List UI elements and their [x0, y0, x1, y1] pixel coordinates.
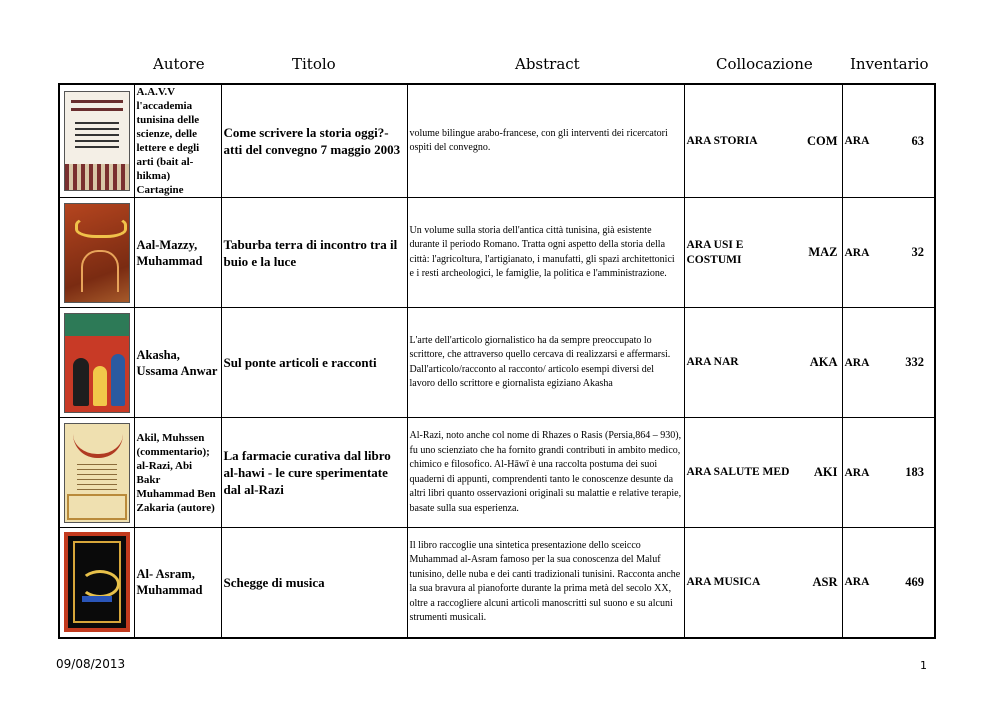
collocazione-cell: [684, 198, 842, 308]
inventario-prefix: ARA: [844, 466, 870, 479]
inventario-cell: [842, 198, 935, 308]
abstract-cell: L'arte dell'articolo giornalistico ha da sempre preoccupato lo scrittore, che attraverso quello cercava di realizzarsi e affermarsi. Dall'articolo/racconto al racconto/ articolo esempi diversi del lavoro dello scrittore e giornalista egiziano Akasha: [407, 308, 684, 418]
table-row: [59, 198, 935, 308]
titolo-cell: Sul ponte articoli e racconti: [221, 308, 407, 418]
autore-cell: Akasha, Ussama Anwar: [134, 308, 221, 418]
book-cover-icon: [64, 203, 130, 303]
inventario-number: 32: [911, 245, 924, 259]
inventario-cell: [842, 528, 935, 638]
collocazione-code: MAZ: [808, 245, 838, 260]
titolo-cell: Come scrivere la storia oggi?- atti del convegno 7 maggio 2003: [221, 84, 407, 198]
inventario-prefix: ARA: [844, 356, 870, 369]
abstract-cell: Al-Razi, noto anche col nome di Rhazes o Rasis (Persia,864 – 930), fu uno scienziato che ha fornito grandi contributi in ambito medico, chimico e filosofico. Al-Hāwī è una raccolta postuma dei suoi quaderni di appunti, comprendenti tanto le conoscenze desunte da altri libri quanto osservazioni originali su malattie e relative terapie, basate sulla sua esperienza.: [407, 418, 684, 528]
header-collocazione: Collocazione: [716, 55, 813, 73]
autore-cell: Akil, Muhssen (commentario); al-Razi, Abi Bakr Muhammad Ben Zakaria (autore): [134, 418, 221, 528]
book-cover-icon: [64, 313, 130, 413]
collocazione-text: ARA STORIA: [686, 134, 758, 147]
abstract-cell: volume bilingue arabo-francese, con gli interventi dei ricercatori ospiti del convegno.: [407, 84, 684, 198]
titolo-cell: La farmacie curativa dal libro al-hawi - le cure sperimentate dal al-Razi: [221, 418, 407, 528]
table-row: [59, 308, 935, 418]
book-cover-icon: [64, 423, 130, 523]
inventario-number: 63: [911, 133, 924, 148]
autore-cell: A.A.V.V l'accademia tunisina delle scienze, delle lettere e degli arti (bait al- hikma) Cartagine: [134, 84, 221, 198]
table-row: [59, 84, 935, 198]
collocazione-code: AKA: [809, 355, 838, 370]
collocazione-code: COM: [806, 133, 838, 148]
header-titolo: Titolo: [292, 55, 336, 73]
cover-cell: [59, 84, 134, 198]
inventario-prefix: ARA: [844, 246, 870, 259]
abstract-cell: Il libro raccoglie una sintetica presentazione dello sceicco Muhammad al-Asram famoso per la sua conoscenza del Maluf tunisino, delle nuba e dei canti tradizionali tunisini. Racconta anche la sua bravura al pianoforte durante la prima metà del secolo XX, oltre a raccogliere alcuni articoli manoscritti sul suono e su alcuni strumenti musicali.: [407, 528, 684, 638]
collocazione-cell: [684, 84, 842, 198]
catalog-table: [58, 83, 936, 639]
collocazione-cell: [684, 418, 842, 528]
cover-cell: [59, 308, 134, 418]
collocazione-text: ARA NAR: [686, 356, 739, 369]
collocazione-cell: [684, 308, 842, 418]
inventario-prefix: ARA: [844, 135, 870, 147]
inventario-number: 469: [905, 574, 924, 589]
collocazione-code: AKI: [813, 465, 838, 480]
book-cover-icon: [64, 532, 130, 632]
titolo-cell: Taburba terra di incontro tra il buio e la luce: [221, 198, 407, 308]
inventario-cell: [842, 418, 935, 528]
autore-cell: Al- Asram, Muhammad: [134, 528, 221, 638]
cover-cell: [59, 528, 134, 638]
header-abstract: Abstract: [515, 55, 580, 73]
titolo-cell: Schegge di musica: [221, 528, 407, 638]
collocazione-cell: [684, 528, 842, 638]
abstract-cell: Un volume sulla storia dell'antica città tunisina, già esistente durante il periodo Romano. Tratta ogni aspetto della storia della città: l'agricoltura, l'artigianato, i manufatti, gli spazi architettonici e i resti archeologici, le famiglie, la politica e l'amministrazione.: [407, 198, 684, 308]
header-autore: Autore: [153, 55, 205, 73]
collocazione-code: ASR: [812, 575, 838, 589]
autore-cell: Aal-Mazzy, Muhammad: [134, 198, 221, 308]
collocazione-text: ARA MUSICA: [686, 576, 761, 588]
inventario-prefix: ARA: [844, 576, 870, 589]
page-number: 1: [920, 659, 927, 672]
cover-cell: [59, 418, 134, 528]
collocazione-text: ARA USI E COSTUMI: [686, 239, 744, 266]
inventario-number: 183: [905, 465, 924, 479]
cover-cell: [59, 198, 134, 308]
book-cover-icon: [64, 91, 130, 191]
inventario-cell: [842, 308, 935, 418]
table-row: [59, 418, 935, 528]
header-inventario: Inventario: [850, 55, 929, 73]
footer-date: 09/08/2013: [56, 657, 126, 671]
table-row: [59, 528, 935, 638]
collocazione-text: ARA SALUTE MED: [686, 466, 790, 479]
inventario-number: 332: [905, 355, 924, 369]
inventario-cell: [842, 84, 935, 198]
